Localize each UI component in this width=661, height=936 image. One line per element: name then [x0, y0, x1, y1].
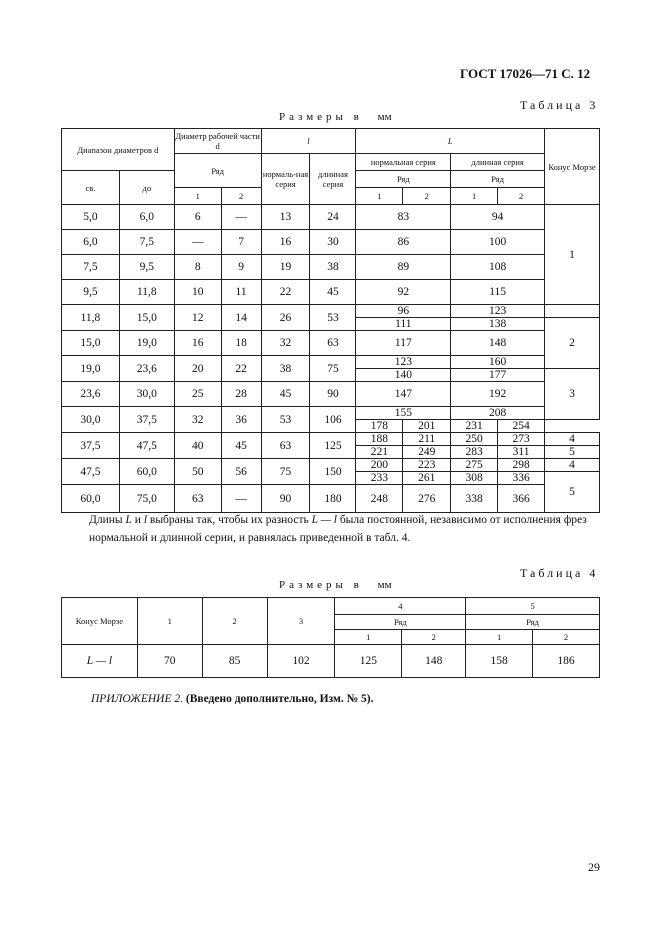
cell-Ln: 96 [356, 305, 451, 318]
cell-d1: 10 [174, 280, 221, 305]
cell-to: 6,0 [119, 205, 174, 230]
cell-Ll: 94 [451, 205, 545, 230]
cell-Ll2: 298 [498, 459, 545, 472]
t4-row-label [62, 645, 138, 678]
table-row [62, 205, 600, 230]
cell-ln: 22 [261, 280, 310, 305]
table-row [62, 331, 600, 356]
cell-morse-4a: 4 [545, 433, 600, 446]
cell-Ll: 123 [451, 305, 545, 318]
table3-subtitle [279, 111, 392, 123]
cell-from: 30,0 [62, 407, 120, 433]
cell-morse-1: 1 [545, 205, 600, 305]
cell-d2: 45 [221, 433, 261, 459]
hdr-diameter: Диаметр рабочей части d [174, 129, 261, 154]
cell-ln: 32 [261, 331, 310, 356]
t4-hdr-4: 4 [335, 598, 466, 615]
hdr-morse: Конус Морзе [545, 129, 600, 205]
table4-subtitle [279, 579, 392, 591]
cell-Ln: 86 [356, 230, 451, 255]
table3-subtitle-text: Размеры в [279, 111, 363, 123]
t4-cell: 186 [533, 645, 600, 678]
cell-Ll2: 254 [498, 420, 545, 433]
cell-Ln2: 276 [403, 485, 451, 513]
cell-to: 60,0 [119, 459, 174, 485]
cell-ln: 90 [261, 485, 310, 513]
cell-Ll2: 366 [498, 485, 545, 513]
cell-Ll: 115 [451, 280, 545, 305]
table4 [61, 597, 600, 678]
table4-title: Таблица 4 [520, 566, 599, 580]
cell-from: 47,5 [62, 459, 120, 485]
hdr-l [261, 129, 356, 154]
cell-d1: — [174, 230, 221, 255]
cell-ll: 125 [310, 433, 356, 459]
cell-to: 11,8 [119, 280, 174, 305]
cell-Ll: 100 [451, 230, 545, 255]
cell-morse-3: 3 [545, 369, 600, 420]
cell-d1: 40 [174, 433, 221, 459]
hdr-d-r1: 1 [174, 188, 221, 205]
cell-ln: 19 [261, 255, 310, 280]
cell-d2: — [221, 485, 261, 513]
hdr-L-long-row: Ряд [451, 171, 545, 188]
cell-d1: 63 [174, 485, 221, 513]
cell-to: 15,0 [119, 305, 174, 331]
cell-d1: 50 [174, 459, 221, 485]
cell-Ll1: 283 [451, 446, 498, 459]
cell-ln: 63 [261, 433, 310, 459]
hdr-Ll-r2: 2 [498, 188, 545, 205]
t4-hdr-3: 3 [267, 598, 335, 645]
cell-ln: 16 [261, 230, 310, 255]
hdr-d-r2: 2 [221, 188, 261, 205]
cell-from: 60,0 [62, 485, 120, 513]
cell-ln: 26 [261, 305, 310, 331]
table-row [62, 485, 600, 513]
cell-d1: 6 [174, 205, 221, 230]
t4-hdr-5-r1: 1 [466, 630, 533, 645]
cell-d1: 20 [174, 356, 221, 382]
cell-Ll2: 311 [498, 446, 545, 459]
cell-Ll: 192 [451, 382, 545, 407]
cell-Ln2: 211 [403, 433, 451, 446]
cell-ll: 30 [310, 230, 356, 255]
table-row [62, 230, 600, 255]
cell-Ln1: 188 [356, 433, 403, 446]
cell-Ll1: 231 [451, 420, 498, 433]
note-paragraph [89, 511, 604, 547]
cell-ll: 38 [310, 255, 356, 280]
table4-unit: мм [377, 579, 392, 591]
hdr-L-long: длинная серия [451, 154, 545, 171]
hdr-Ll-r1: 1 [451, 188, 498, 205]
cell-to: 75,0 [119, 485, 174, 513]
cell-d1: 25 [174, 382, 221, 407]
table-row [62, 433, 600, 446]
cell-to: 23,6 [119, 356, 174, 382]
note-part-1: Длины [89, 514, 123, 526]
t4-hdr-morse: Конус Морзе [62, 598, 138, 645]
table3-unit: мм [377, 111, 392, 123]
cell-d1: 8 [174, 255, 221, 280]
t4-hdr-5: 5 [466, 598, 600, 615]
table-row [62, 280, 600, 305]
hdr-range [62, 129, 175, 171]
cell-from: 11,8 [62, 305, 120, 331]
cell-from: 19,0 [62, 356, 120, 382]
cell-ln: 75 [261, 459, 310, 485]
t4-hdr-5-r2: 2 [533, 630, 600, 645]
t4-cell: 85 [202, 645, 267, 678]
cell-Ln1: 248 [356, 485, 403, 513]
cell-Ln1: 178 [356, 420, 403, 433]
note-and: и [134, 514, 141, 526]
hdr-L-normal-row: Ряд [356, 171, 451, 188]
note-l: l [143, 514, 148, 526]
t4-hdr-4-r2: 2 [402, 630, 466, 645]
cell-Ln1: 221 [356, 446, 403, 459]
appendix-label: ПРИЛОЖЕНИЕ 2. [91, 693, 183, 705]
note-L: L [125, 514, 132, 526]
cell-Ln: 83 [356, 205, 451, 230]
cell-d1: 32 [174, 407, 221, 433]
hdr-l-text: l [307, 136, 310, 146]
cell-Ln: 117 [356, 331, 451, 356]
hdr-from: св. [62, 171, 120, 205]
cell-ll: 45 [310, 280, 356, 305]
hdr-l-normal: нормаль-ная серия [261, 154, 310, 205]
cell-Ll: 138 [451, 318, 545, 331]
cell-ll: 106 [310, 407, 356, 433]
t4-cell: 148 [402, 645, 466, 678]
cell-d2: 14 [221, 305, 261, 331]
hdr-L [356, 129, 545, 154]
hdr-range-text: Диапазон диаметров d [77, 144, 159, 155]
t4-cell: 125 [335, 645, 402, 678]
cell-Ln1: 233 [356, 472, 403, 485]
note-text [89, 511, 604, 547]
t4-cell: 70 [137, 645, 202, 678]
cell-Ln: 92 [356, 280, 451, 305]
cell-d2: 56 [221, 459, 261, 485]
hdr-L-normal: нормальная серия [356, 154, 451, 171]
cell-d2: 7 [221, 230, 261, 255]
cell-ln: 13 [261, 205, 310, 230]
table-row [62, 356, 600, 369]
cell-Ll: 160 [451, 356, 545, 369]
hdr-l-long: длинная серия [310, 154, 356, 205]
cell-d2: 22 [221, 356, 261, 382]
cell-ln: 38 [261, 356, 310, 382]
t4-cell: 102 [267, 645, 335, 678]
cell-from: 23,6 [62, 382, 120, 407]
cell-d1: 16 [174, 331, 221, 356]
cell-Ll1: 275 [451, 459, 498, 472]
note-part-3: была постоянной, независимо от исполнения фрез нормальной и длинной серии, и равнялась приведенной в табл. 4. [89, 514, 587, 544]
appendix-text: (Введено дополнительно, Изм. № 5). [185, 693, 374, 705]
cell-ll: 75 [310, 356, 356, 382]
cell-Ll: 208 [451, 407, 545, 420]
cell-Ln: 89 [356, 255, 451, 280]
cell-from: 15,0 [62, 331, 120, 356]
note-part-2: выбраны так, чтобы их разность [149, 514, 309, 526]
cell-to: 30,0 [119, 382, 174, 407]
cell-ll: 180 [310, 485, 356, 513]
table3 [61, 128, 600, 513]
cell-Ln2: 249 [403, 446, 451, 459]
cell-d2: 18 [221, 331, 261, 356]
cell-Ln1: 200 [356, 459, 403, 472]
cell-to: 9,5 [119, 255, 174, 280]
cell-ln: 53 [261, 407, 310, 433]
cell-ln: 45 [261, 382, 310, 407]
t4-cell: 158 [466, 645, 533, 678]
hdr-L-text: L [447, 136, 453, 146]
cell-Ln2: 261 [403, 472, 451, 485]
appendix-note [91, 693, 373, 705]
t4-hdr-1: 1 [137, 598, 202, 645]
cell-Ll1: 250 [451, 433, 498, 446]
cell-Ll1: 308 [451, 472, 498, 485]
cell-morse-4b: 4 [545, 459, 600, 472]
table4-subtitle-text: Размеры в [279, 579, 363, 591]
cell-from: 5,0 [62, 205, 120, 230]
t4-hdr-2: 2 [202, 598, 267, 645]
cell-ll: 63 [310, 331, 356, 356]
cell-morse-blank [545, 305, 600, 318]
cell-d2: 11 [221, 280, 261, 305]
cell-to: 47,5 [119, 433, 174, 459]
cell-Ll: 148 [451, 331, 545, 356]
cell-Ln: 123 [356, 356, 451, 369]
cell-Ll2: 273 [498, 433, 545, 446]
table-row [62, 382, 600, 407]
cell-ll: 90 [310, 382, 356, 407]
hdr-diameter-row: Ряд [174, 154, 261, 188]
table-row [62, 459, 600, 472]
table-row [62, 305, 600, 318]
cell-d2: — [221, 205, 261, 230]
cell-Ll1: 338 [451, 485, 498, 513]
cell-Ln: 155 [356, 407, 451, 420]
cell-morse-5b: 5 [545, 472, 600, 513]
cell-to: 7,5 [119, 230, 174, 255]
cell-to: 37,5 [119, 407, 174, 433]
cell-Ll2: 336 [498, 472, 545, 485]
cell-d2: 9 [221, 255, 261, 280]
cell-d2: 36 [221, 407, 261, 433]
cell-Ln: 147 [356, 382, 451, 407]
cell-ll: 150 [310, 459, 356, 485]
cell-Ln2: 201 [403, 420, 451, 433]
t4-row-label-text: L — l [86, 655, 113, 667]
cell-Ln: 111 [356, 318, 451, 331]
cell-d2: 28 [221, 382, 261, 407]
table-row [62, 407, 600, 420]
table3-title: Таблица 3 [520, 98, 599, 112]
cell-from: 7,5 [62, 255, 120, 280]
note-LmL: L — l [311, 514, 337, 526]
hdr-Ln-r1: 1 [356, 188, 403, 205]
page-header: ГОСТ 17026—71 С. 12 [460, 66, 591, 81]
hdr-to: до [119, 171, 174, 205]
hdr-Ln-r2: 2 [403, 188, 451, 205]
cell-morse-2: 2 [545, 318, 600, 369]
cell-from: 9,5 [62, 280, 120, 305]
cell-from: 6,0 [62, 230, 120, 255]
table-row [62, 645, 600, 678]
t4-hdr-4-r1: 1 [335, 630, 402, 645]
cell-Ln: 140 [356, 369, 451, 382]
cell-Ll: 108 [451, 255, 545, 280]
cell-ll: 53 [310, 305, 356, 331]
table-row [62, 255, 600, 280]
page-number: 29 [588, 860, 600, 874]
t4-hdr-4-row: Ряд [335, 615, 466, 630]
cell-Ln2: 223 [403, 459, 451, 472]
cell-to: 19,0 [119, 331, 174, 356]
cell-morse-5a: 5 [545, 446, 600, 459]
cell-ll: 24 [310, 205, 356, 230]
cell-from: 37,5 [62, 433, 120, 459]
cell-Ll: 177 [451, 369, 545, 382]
t4-hdr-5-row: Ряд [466, 615, 600, 630]
cell-d1: 12 [174, 305, 221, 331]
